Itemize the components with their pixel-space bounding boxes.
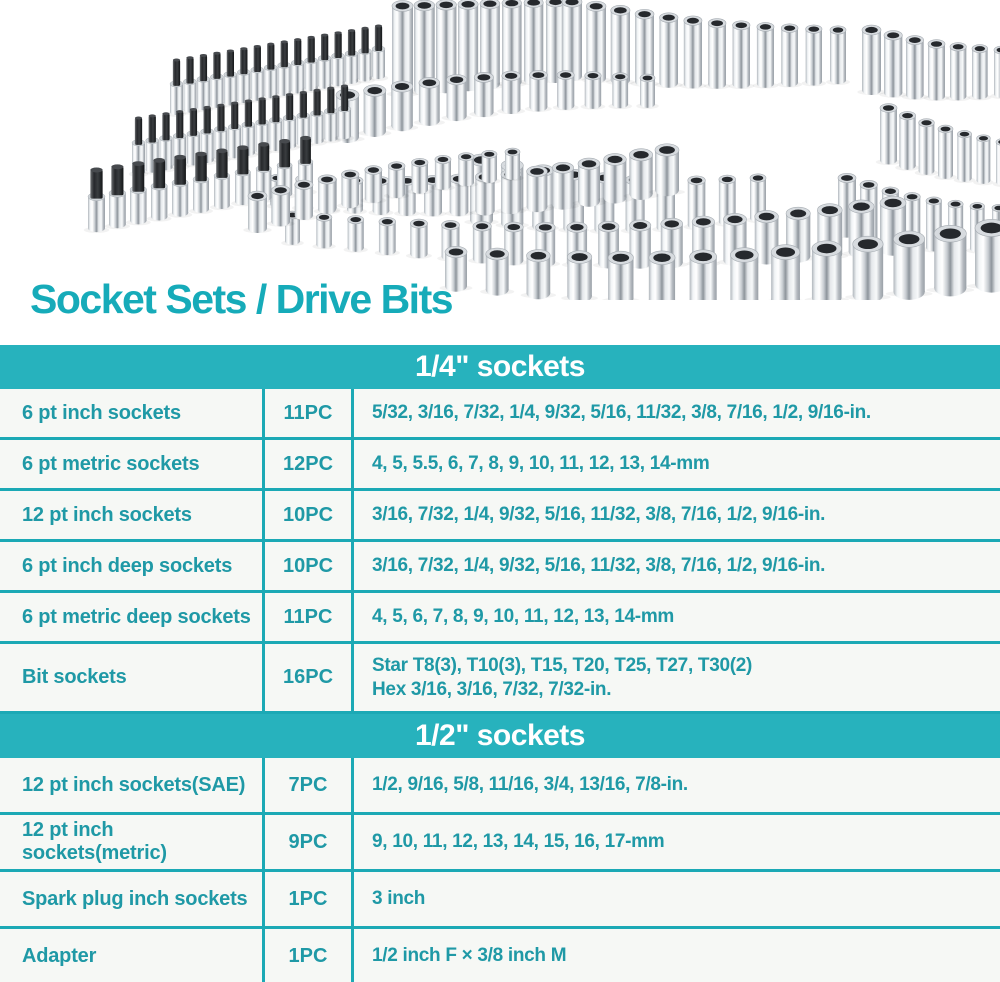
contents-line: 1/2 inch F × 3/8 inch M	[372, 945, 567, 966]
row-contents	[354, 542, 1000, 590]
contents-line: 9, 10, 11, 12, 13, 14, 15, 16, 17-mm	[372, 831, 665, 852]
piece-count: 1PC	[265, 929, 354, 982]
table-row	[0, 815, 1000, 872]
row-label: 12 pt inch sockets(metric)	[0, 815, 265, 869]
row-label: 6 pt inch deep sockets	[0, 542, 265, 590]
contents-line: Hex 3/16, 3/16, 7/32, 7/32-in.	[372, 678, 612, 700]
socket-row	[876, 104, 1000, 187]
row-label: 6 pt inch sockets	[0, 389, 265, 437]
row-label: Spark plug inch sockets	[0, 872, 265, 926]
table-row	[0, 440, 1000, 491]
contents-line: 3/16, 7/32, 1/4, 9/32, 5/16, 11/32, 3/8, 7/16, 1/2, 9/16-in.	[372, 555, 826, 576]
contents-line: Star T8(3), T10(3), T15, T20, T25, T27, T30(2)	[372, 654, 753, 676]
row-contents	[354, 491, 1000, 539]
socket-row	[440, 219, 1000, 300]
contents-line: 4, 5, 5.5, 6, 7, 8, 9, 10, 11, 12, 13, 14-mm	[372, 453, 710, 474]
table-row	[0, 758, 1000, 815]
socket-row	[857, 25, 1000, 101]
spec-tables	[0, 345, 1000, 982]
piece-count: 11PC	[265, 389, 354, 437]
piece-count: 1PC	[265, 872, 354, 926]
table-row	[0, 389, 1000, 440]
row-label: Adapter	[0, 929, 265, 982]
product-photo	[0, 0, 1000, 300]
table-row	[0, 542, 1000, 593]
contents-line: 5/32, 3/16, 7/32, 1/4, 9/32, 5/16, 11/32, 3/8, 7/16, 1/2, 9/16-in.	[372, 402, 871, 423]
row-label: 12 pt inch sockets	[0, 491, 265, 539]
piece-count: 16PC	[265, 644, 354, 711]
row-label: 6 pt metric deep sockets	[0, 593, 265, 641]
row-contents	[354, 593, 1000, 641]
contents-line: 3 inch	[372, 888, 426, 909]
piece-count: 12PC	[265, 440, 354, 488]
row-label: Bit sockets	[0, 644, 265, 711]
piece-count: 11PC	[265, 593, 354, 641]
section-body	[0, 758, 1000, 982]
page-title: Socket Sets / Drive Bits	[30, 276, 453, 322]
table-row	[0, 872, 1000, 929]
piece-count: 7PC	[265, 758, 354, 812]
row-label: 12 pt inch sockets(SAE)	[0, 758, 265, 812]
row-contents	[354, 644, 1000, 711]
contents-line: 4, 5, 6, 7, 8, 9, 10, 11, 12, 13, 14-mm	[372, 606, 675, 627]
section-header: 1/4" sockets	[0, 345, 1000, 389]
table-row	[0, 644, 1000, 714]
contents-line: 3/16, 7/32, 1/4, 9/32, 5/16, 11/32, 3/8, 7/16, 1/2, 9/16-in.	[372, 504, 826, 525]
section-header: 1/2" sockets	[0, 714, 1000, 758]
piece-count: 10PC	[265, 542, 354, 590]
row-contents	[354, 872, 1000, 926]
section-body	[0, 389, 1000, 714]
row-contents	[354, 758, 1000, 812]
table-row	[0, 929, 1000, 982]
table-row	[0, 593, 1000, 644]
table-row	[0, 491, 1000, 542]
contents-line: 1/2, 9/16, 5/8, 11/16, 3/4, 13/16, 7/8-in.	[372, 774, 688, 795]
row-contents	[354, 389, 1000, 437]
row-contents	[354, 815, 1000, 869]
row-label: 6 pt metric sockets	[0, 440, 265, 488]
piece-count: 10PC	[265, 491, 354, 539]
row-contents	[354, 440, 1000, 488]
piece-count: 9PC	[265, 815, 354, 869]
row-contents	[354, 929, 1000, 982]
